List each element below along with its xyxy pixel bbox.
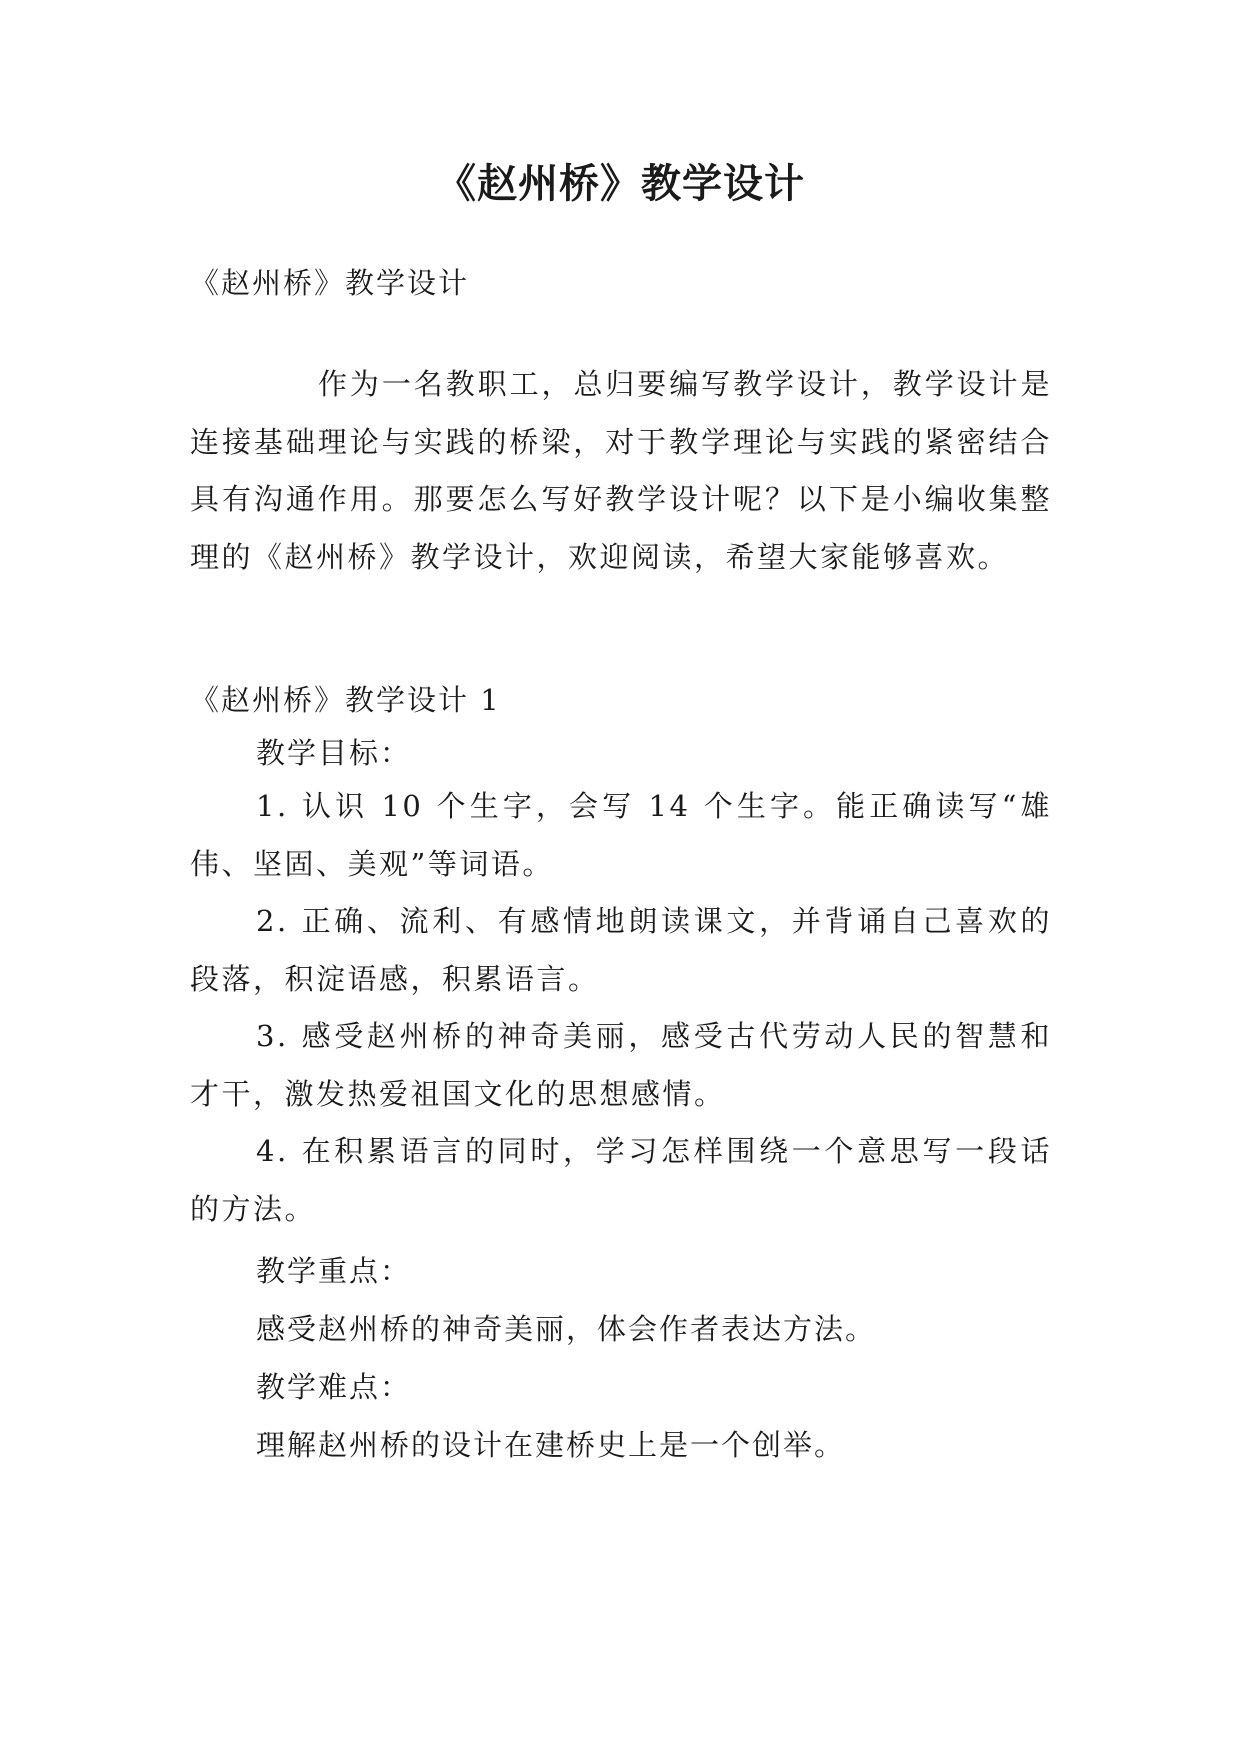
objective-item-3: 3. 感受赵州桥的神奇美丽，感受古代劳动人民的智慧和才干，激发热爱祖国文化的思想感情。 — [190, 1019, 1052, 1111]
intro-paragraph: 作为一名教职工，总归要编写教学设计，教学设计是连接基础理论与实践的桥梁，对于教学理论与实践的紧密结合具有沟通作用。那要怎么写好教学设计呢？以下是小编收集整理的《赵州桥》教学设计，欢迎阅读，希望大家能够喜欢。 — [190, 367, 1052, 574]
difficulty-text: 理解赵州桥的设计在建桥史上是一个创举。 — [256, 1428, 846, 1462]
key-point-label: 教学重点： — [256, 1254, 412, 1288]
objective-item-4: 4. 在积累语言的同时，学习怎样围绕一个意思写一段话的方法。 — [190, 1134, 1052, 1226]
difficulty-label: 教学难点： — [256, 1370, 412, 1404]
objective-item-2: 2. 正确、流利、有感情地朗读课文，并背诵自己喜欢的段落，积淀语感，积累语言。 — [190, 904, 1052, 996]
objectives-label: 教学目标： — [256, 736, 412, 770]
section-heading: 《赵州桥》教学设计 1 — [190, 683, 501, 717]
document-title: 《赵州桥》教学设计 — [436, 160, 805, 207]
objective-item-1: 1. 认识 10 个生字，会写 14 个生字。能正确读写“雄伟、坚固、美观”等词语。 — [190, 789, 1052, 881]
key-point-text: 感受赵州桥的神奇美丽，体会作者表达方法。 — [256, 1312, 877, 1346]
document-subtitle: 《赵州桥》教学设计 — [190, 266, 470, 300]
